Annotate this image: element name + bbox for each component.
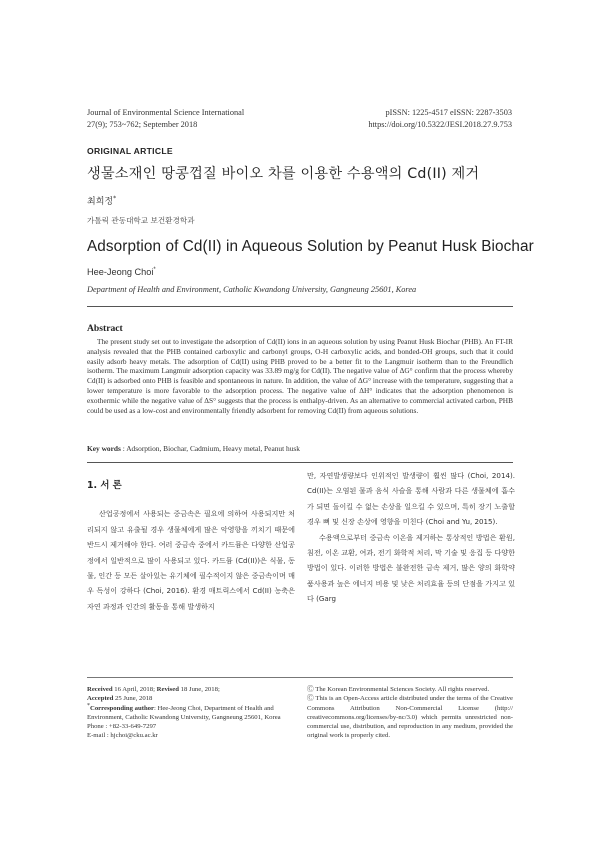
copyright-notice: Ⓒ The Korean Environmental Sciences Society. All rights reserved. bbox=[307, 686, 490, 693]
korean-affiliation: 가톨릭 관동대학교 보건환경학과 bbox=[87, 216, 195, 225]
journal-header-right bbox=[368, 107, 512, 130]
received-label: Received bbox=[87, 686, 113, 693]
keywords bbox=[87, 444, 513, 453]
body-column-right bbox=[307, 468, 515, 607]
body-paragraph: 산업공정에서 사용되는 중금속은 필요에 의하여 사용되지만 처리되지 않고 유출될 경우 생물체에게 많은 악영향을 끼치기 때문에 반드시 제거해야 한다. 여러 중금속 중에서 카드뮴은 다양한 산업공정에서 일반적으로 많이 사용되고 있다. 카드뮴 (Cd(II))은 식물, 동물, 인간 등 모든 살아있는 유기체에 필수적이지 않은 중금속이며 매우 독성이 강하다 (Choi, 2016). 환경 매트릭스에서 Cd(II) 농축은 자연 과정과 인간의 활동을 통해 발생하지 bbox=[87, 509, 295, 611]
divider-top bbox=[87, 306, 513, 307]
footer-article-info bbox=[87, 685, 297, 741]
received-revised-line bbox=[87, 685, 297, 694]
accepted-date: 25 June, 2018 bbox=[113, 695, 153, 703]
keywords-label: Key words bbox=[87, 444, 121, 453]
english-affiliation: Department of Health and Environment, Catholic Kwandong University, Gangneung 25601, Korea bbox=[87, 285, 417, 294]
divider-middle bbox=[87, 462, 513, 463]
corresponding-text: : Hee-Jeong Choi, Department of Health and Environment, Catholic Kwandong University, Gangneung 25601, Korea bbox=[87, 704, 281, 721]
abstract-heading: Abstract bbox=[87, 323, 123, 334]
english-title: Adsorption of Cd(II) in Aqueous Solution by Peanut Husk Biochar bbox=[87, 238, 534, 255]
journal-name: Journal of Environmental Science International bbox=[87, 108, 245, 117]
body-paragraph: 만, 자연발생량보다 인위적인 발생량이 훨씬 많다 (Choi, 2014). Cd(II)는 오염된 물과 음식 사슬을 통해 사람과 다른 생물체에 흡수가 되면 돌이킬 수 없는 손상을 일으킬 수 있으며, 특히 장기 노출할 경우 뼈 및 신장 손상에 영향을 미친다 (Choi and Yu, 2015). bbox=[307, 471, 515, 527]
body-paragraph: 수용액으로부터 중금속 이온을 제거하는 통상적인 방법은 환원, 침전, 이온 교환, 여과, 전기 화학적 처리, 막 기술 및 응집 등 다양한 방법이 있다. 이러한 방법은 불완전한 금속 제거, 많은 양의 화학약품사용과 높은 에너지 비용 및 낮은 처리효율 등의 단점을 가지고 있다 (Garg bbox=[307, 532, 515, 604]
divider-footer bbox=[87, 677, 513, 678]
issn: pISSN: 1225-4517 eISSN: 2287-3503 bbox=[385, 108, 512, 117]
keywords-text: : Adsorption, Biochar, Cadmium, Heavy metal, Peanut husk bbox=[120, 444, 300, 453]
journal-header-left bbox=[87, 107, 244, 130]
journal-volume: 27(9); 753~762; September 2018 bbox=[87, 119, 198, 129]
korean-author-name: 최희정 bbox=[87, 197, 114, 207]
license-notice: Ⓒ This is an Open-Access article distributed under the terms of the Creative Commons Attribution Non-Commercial License (http:// creativecommons.org/licenses/by-nc/3.0) which permits unrestricted non-commercial use, distribution, and reproduction in any medium, provided the original work is properly cited. bbox=[307, 695, 513, 740]
english-author-mark: * bbox=[153, 266, 156, 273]
korean-author-mark: * bbox=[113, 195, 117, 202]
english-author bbox=[87, 267, 156, 277]
phone: Phone : +82-33-649-7297 bbox=[87, 723, 157, 731]
korean-title: 생물소재인 땅콩껍질 바이오 차를 이용한 수용액의 Cd(II) 제거 bbox=[87, 166, 480, 182]
body-column-left bbox=[87, 478, 295, 614]
korean-author bbox=[87, 194, 116, 207]
received-date: 16 April, 2018; bbox=[112, 686, 157, 693]
section-heading: 1. 서 론 bbox=[87, 480, 122, 491]
english-author-name: Hee-Jeong Choi bbox=[87, 267, 154, 277]
accepted-line bbox=[87, 694, 297, 703]
abstract-text: The present study set out to investigate the adsorption of Cd(II) ions in an aqueous solution by using Peanut Husk Biochar (PHB). An FT-IR analysis revealed that the PHB contained carboxylic and carbonyl groups, O-H carboxylic acids, and bonded-OH groups, such that it could easily adsorb heavy metals. The adsorption of Cd(II) using PHB proved to be a better fit to the Langmuir isotherm than to the Freundlich isotherm. The maximum Langmuir adsorption capacity was 33.89 mg/g for Cd(II). The negative value of ΔG° confirm that the process whereby Cd(II) is adsorbed onto PHB is feasible and spontaneous in nature. In addition, the value of ΔG° increase with the temperature, suggesting that a lower temperature is more favorable to the adsorption process. The negative value of ΔH° indicates that the adsorption phenomenon is exothermic while the negative value of ΔS° suggests that the process is enthalpy-driven. As an alternative to commercial activated carbon, PHB could be used as a low-cost and environmentally friendly adsorbent for removing Cd(II) from aqueous solutions. bbox=[87, 337, 513, 415]
revised-date: 18 June, 2018; bbox=[178, 686, 220, 693]
accepted-label: Accepted bbox=[87, 695, 114, 703]
footer-license bbox=[307, 685, 513, 741]
corresponding-mark: * bbox=[87, 702, 90, 709]
corresponding-author bbox=[87, 704, 297, 723]
article-type: ORIGINAL ARTICLE bbox=[87, 146, 173, 156]
revised-label: Revised bbox=[156, 686, 179, 693]
corresponding-label: Corresponding author bbox=[90, 704, 154, 712]
email-link[interactable]: E-mail : hjchoi@cku.ac.kr bbox=[87, 732, 158, 740]
doi-link[interactable]: https://doi.org/10.5322/JESI.2018.27.9.753 bbox=[368, 119, 512, 129]
